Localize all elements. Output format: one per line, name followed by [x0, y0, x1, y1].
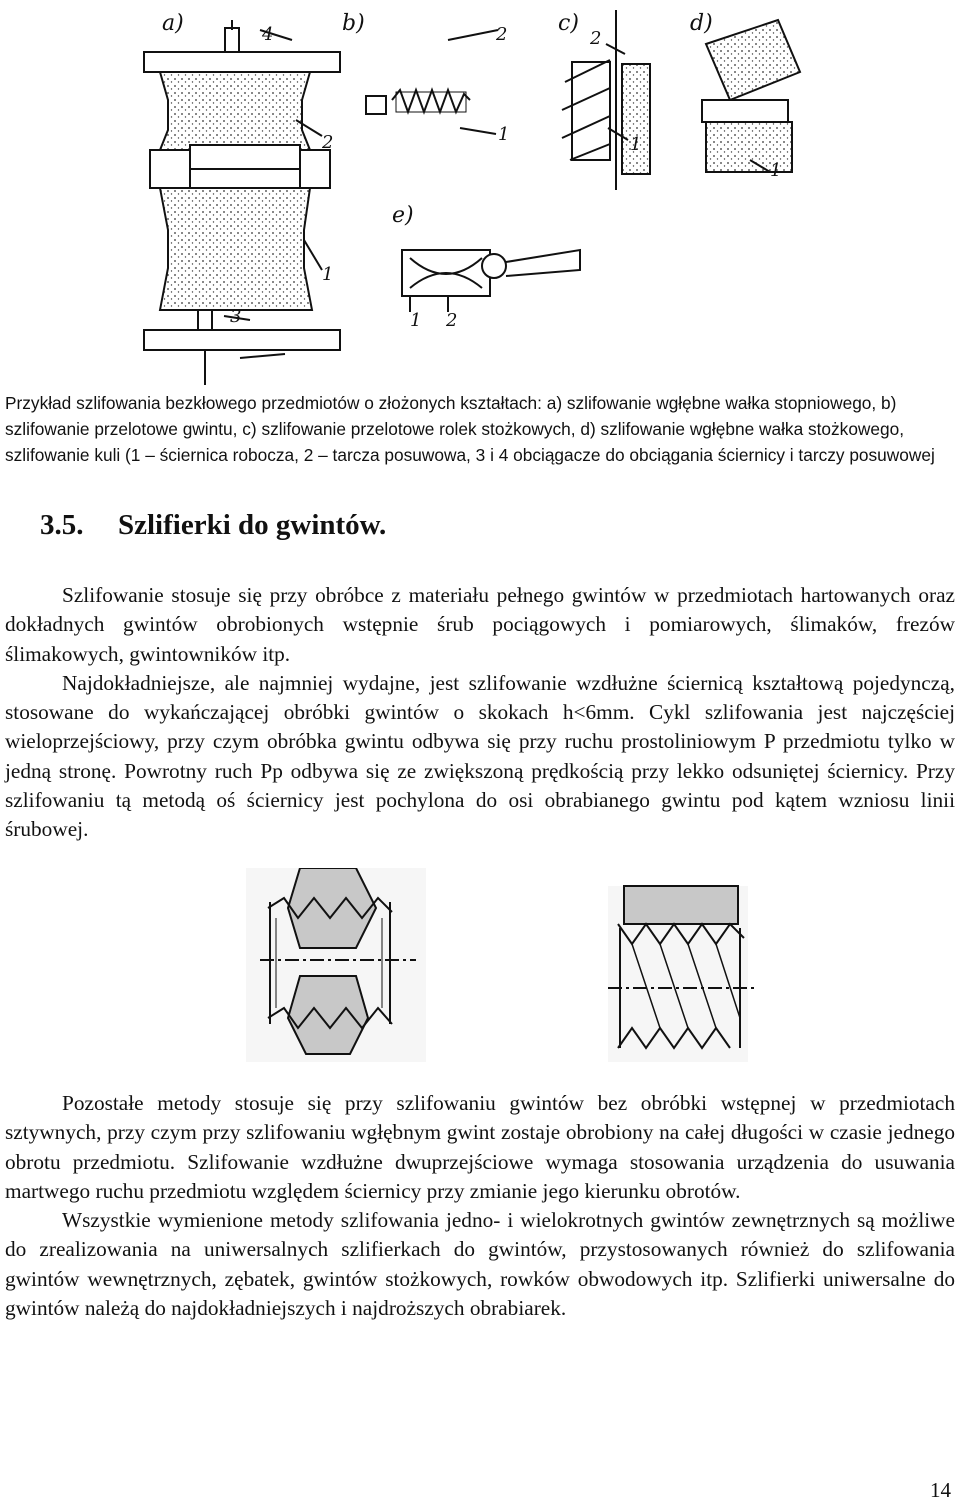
paragraph: Najdokładniejsze, ale najmniej wydajne, jest szlifowanie wzdłużne ściernicą kształtową pojedynczą, stosowane do wykańczającej obróbki gwintów o skokach h<6mm. Cykl szlifowania jest najczęściej wieloprzejściowy, przy czym obróbka gwintu odbywa się przy ruchu prostoliniowym P przedmiotu tylko w jedną stronę. Powrotny ruch Pp odbywa się ze zwiększoną prędkością przy lekko odsuniętej ściernicy. Przy szlifowaniu tą metodą oś ściernicy jest pochylona do osi obrabianego gwintu pod kątem wzniosu linii śrubowej. [5, 670, 955, 842]
svg-text:1: 1 [498, 124, 510, 145]
svg-text:4: 4 [262, 24, 274, 45]
page-number: 14 [930, 1478, 951, 1502]
body-text-2 [5, 1089, 955, 1323]
svg-text:b): b) [342, 11, 365, 36]
svg-text:1: 1 [770, 160, 782, 181]
section-title: Szlifierki do gwintów. [118, 509, 387, 541]
svg-text:3: 3 [230, 306, 242, 327]
svg-text:1: 1 [630, 134, 642, 155]
centerless-grinding-figure [110, 0, 810, 392]
svg-text:c): c) [558, 11, 579, 36]
svg-text:2: 2 [496, 24, 508, 45]
svg-text:d): d) [690, 11, 713, 36]
svg-text:2: 2 [590, 28, 602, 49]
paragraph: Szlifowanie stosuje się przy obróbce z materiału pełnego gwintów w przedmiotach hartowanych oraz dokładnych gwintów obrobionych wstępnie śrub pociągowych i pomiarowych, ślimaków, frezów ślimakowych, gwintowników itp. [5, 583, 955, 666]
svg-text:a): a) [162, 11, 184, 36]
svg-text:1: 1 [322, 264, 334, 285]
paragraph: Pozostałe metody stosuje się przy szlifowaniu gwintów bez obróbki wstępnej w przedmiotach sztywnych, przy czym przy szlifowaniu wgłębnym gwint zostaje obrobiony na całej długości w czasie jednego obrotu przedmiotu. Szlifowanie wzdłużne dwuprzejściowe wymaga stosowania urządzenia do usuwania martwego ruchu przedmiotu względem ściernicy przy zmianie jego kierunku obrotów. [5, 1091, 955, 1203]
svg-text:2: 2 [446, 310, 458, 331]
svg-text:1: 1 [410, 310, 422, 331]
svg-text:e): e) [392, 203, 414, 228]
section-heading [40, 509, 386, 542]
paragraph: Wszystkie wymienione metody szlifowania jedno- i wielokrotnych gwintów zewnętrznych są możliwe do zrealizowania na uniwersalnych szlifierkach do gwintów, przystosowanych również do szlifowania gwintów wewnętrznych, zębatek, gwintów stożkowych, rowków obwodowych itp. Szlifierki uniwersalne do gwintów należą do najdokładniejszych i najdroższych obrabiarek. [5, 1208, 955, 1321]
body-text-1 [5, 581, 955, 845]
section-number: 3.5. [40, 509, 84, 541]
figure-caption: Przykład szlifowania bezkłowego przedmiotów o złożonych kształtach: a) szlifowanie wgłębne wałka stopniowego, b) szlifowanie przelotowe gwintu, c) szlifowanie przelotowe rolek stożkowych, d) szlifowanie wgłębne wałka stożkowego, szlifowanie kuli (1 – ściernica robocza, 2 – tarcza posuwowa, 3 i 4 obciągacze do obciągania ściernicy i tarczy posuwowej [5, 393, 935, 465]
thread-grinding-figure [240, 868, 760, 1062]
svg-text:2: 2 [322, 132, 334, 153]
